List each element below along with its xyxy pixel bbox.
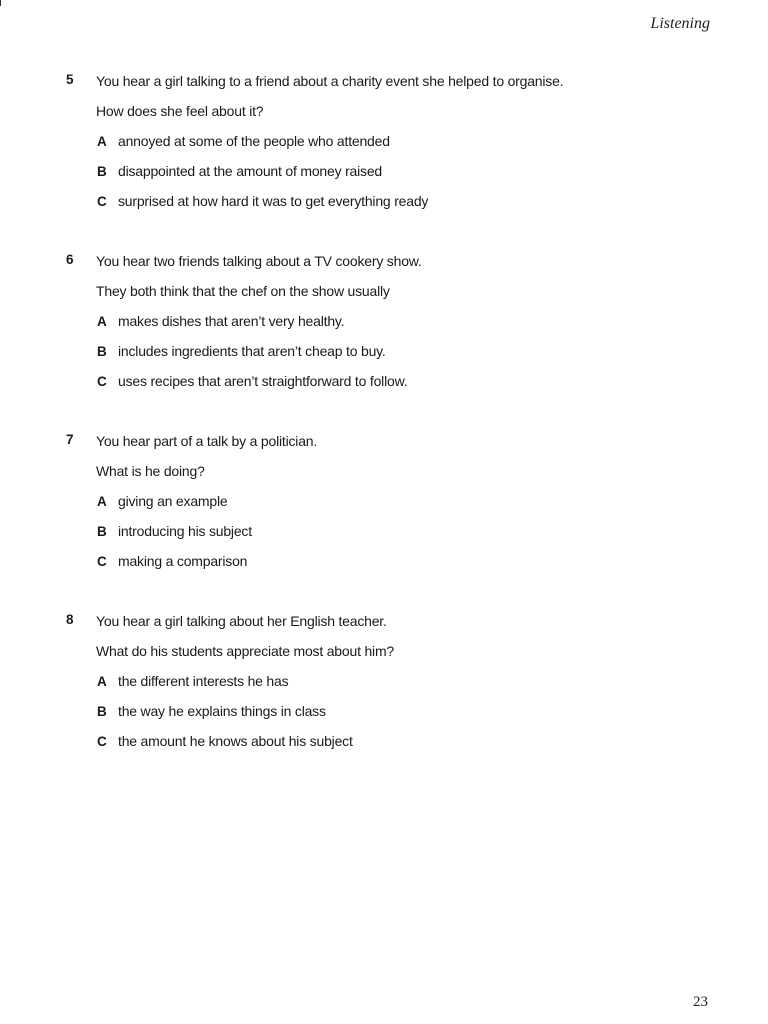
scan-mark xyxy=(0,0,1,6)
option-text: makes dishes that aren’t very healthy. xyxy=(118,313,345,329)
page-number: 23 xyxy=(693,994,708,1010)
option-a[interactable] xyxy=(97,132,390,151)
option-text: the way he explains things in class xyxy=(118,703,326,719)
question-context: You hear a girl talking about her English teacher. xyxy=(96,613,387,629)
question-context: You hear two friends talking about a TV cookery show. xyxy=(96,253,422,269)
option-text: making a comparison xyxy=(118,553,248,569)
option-letter: B xyxy=(97,344,107,359)
question-context: You hear part of a talk by a politician. xyxy=(96,433,318,449)
option-b[interactable] xyxy=(97,522,252,541)
option-text: annoyed at some of the people who attended xyxy=(118,133,390,149)
option-letter: C xyxy=(97,194,107,209)
option-b[interactable] xyxy=(97,342,386,361)
option-b[interactable] xyxy=(97,702,326,721)
option-letter: C xyxy=(97,374,107,389)
option-text: the different interests he has xyxy=(118,673,289,689)
option-b[interactable] xyxy=(97,162,382,181)
option-text: uses recipes that aren’t straightforward to follow. xyxy=(118,373,408,389)
question-number: 6 xyxy=(66,252,74,267)
section-title: Listening xyxy=(650,15,710,32)
option-text: surprised at how hard it was to get everything ready xyxy=(118,193,429,209)
option-text: introducing his subject xyxy=(118,523,252,539)
question-number: 7 xyxy=(66,432,74,447)
option-text: disappointed at the amount of money raised xyxy=(118,163,382,179)
question-number: 8 xyxy=(66,612,74,627)
option-c[interactable] xyxy=(97,552,247,571)
question-prompt: What do his students appreciate most about him? xyxy=(96,643,394,659)
option-letter: A xyxy=(97,674,107,689)
option-letter: A xyxy=(97,314,107,329)
option-text: includes ingredients that aren’t cheap to buy. xyxy=(118,343,386,359)
option-letter: C xyxy=(97,734,107,749)
option-c[interactable] xyxy=(97,372,407,391)
question-prompt: How does she feel about it? xyxy=(96,103,264,119)
option-letter: C xyxy=(97,554,107,569)
option-letter: A xyxy=(97,134,107,149)
option-a[interactable] xyxy=(97,492,227,511)
option-letter: B xyxy=(97,704,107,719)
option-text: giving an example xyxy=(118,493,228,509)
question-context: You hear a girl talking to a friend about a charity event she helped to organise. xyxy=(96,73,564,89)
option-a[interactable] xyxy=(97,672,288,691)
option-letter: B xyxy=(97,164,107,179)
option-letter: A xyxy=(97,494,107,509)
question-prompt: They both think that the chef on the show usually xyxy=(96,283,390,299)
option-a[interactable] xyxy=(97,312,344,331)
option-c[interactable] xyxy=(97,732,353,751)
question-number: 5 xyxy=(66,72,74,87)
question-prompt: What is he doing? xyxy=(96,463,205,479)
option-text: the amount he knows about his subject xyxy=(118,733,353,749)
option-c[interactable] xyxy=(97,192,428,211)
option-letter: B xyxy=(97,524,107,539)
